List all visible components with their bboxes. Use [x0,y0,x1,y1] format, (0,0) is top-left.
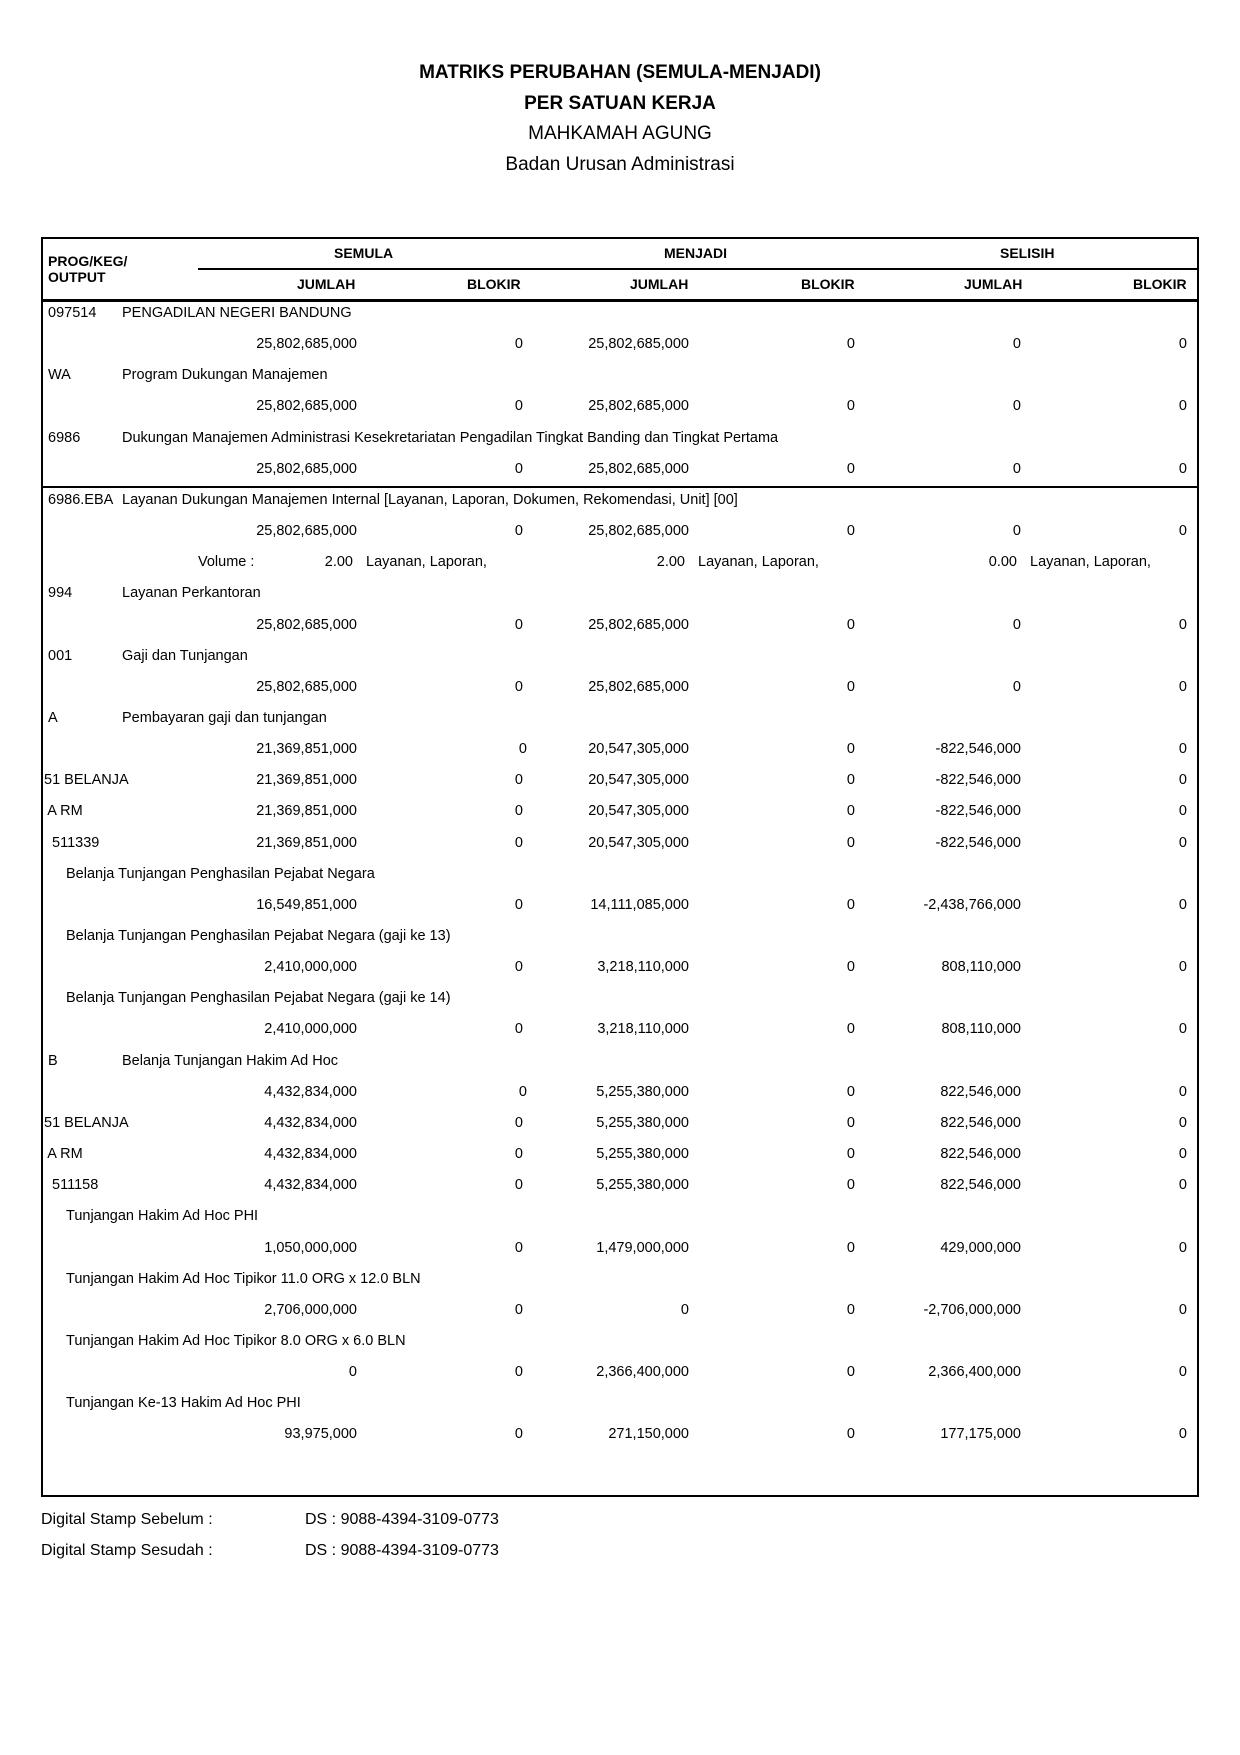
value-selisih-jumlah: -822,546,000 [935,803,1021,819]
document-title: MATRIKS PERUBAHAN (SEMULA-MENJADI) [419,62,821,83]
value-menjadi-blokir: 0 [846,959,855,975]
value-semula-blokir: 0 [514,1240,523,1256]
row-code: 994 [48,585,73,601]
value-selisih-jumlah: -822,546,000 [935,835,1021,851]
value-semula-blokir: 0 [514,523,523,539]
value-selisih-jumlah: 2,366,400,000 [928,1364,1021,1380]
value-selisih-blokir: 0 [1178,336,1187,352]
value-semula-jumlah: 0 [348,1364,357,1380]
row-description: PENGADILAN NEGERI BANDUNG [122,305,352,321]
value-menjadi-jumlah: 20,547,305,000 [588,803,689,819]
value-menjadi-blokir: 0 [846,897,855,913]
value-menjadi-jumlah: 20,547,305,000 [588,835,689,851]
value-menjadi-blokir: 0 [846,398,855,414]
value-selisih-blokir: 0 [1178,1177,1187,1193]
row-code: 51 BELANJA [44,772,129,788]
value-selisih-blokir: 0 [1178,835,1187,851]
group-header-selisih: SELISIH [1000,245,1055,261]
value-semula-blokir: 0 [514,1426,523,1442]
value-menjadi-jumlah: 25,802,685,000 [588,679,689,695]
value-menjadi-jumlah: 5,255,380,000 [596,1146,689,1162]
value-menjadi-blokir: 0 [846,336,855,352]
value-menjadi-blokir: 0 [846,741,855,757]
row-code: A [48,710,58,726]
item-description: Tunjangan Hakim Ad Hoc PHI [66,1208,259,1224]
value-semula-jumlah: 4,432,834,000 [264,1115,357,1131]
row-code: 511158 [44,1177,99,1193]
value-semula-blokir: 0 [514,398,523,414]
row-code: WA [48,367,71,383]
subheader-menjadi-jumlah: JUMLAH [630,276,689,292]
value-selisih-jumlah: 0 [1012,679,1021,695]
value-semula-jumlah: 25,802,685,000 [256,679,357,695]
value-selisih-blokir: 0 [1178,679,1187,695]
value-semula-jumlah: 25,802,685,000 [256,617,357,633]
value-selisih-jumlah: 429,000,000 [940,1240,1021,1256]
value-menjadi-blokir: 0 [846,835,855,851]
value-semula-jumlah: 4,432,834,000 [264,1146,357,1162]
value-selisih-jumlah: 0 [1012,398,1021,414]
value-menjadi-blokir: 0 [846,772,855,788]
subheader-semula-jumlah: JUMLAH [297,276,356,292]
value-semula-blokir: 0 [514,959,523,975]
row-description: Layanan Dukungan Manajemen Internal [Layanan, Laporan, Dokumen, Rekomendasi, Unit] [00] [122,492,738,508]
value-menjadi-jumlah: 2,366,400,000 [596,1364,689,1380]
value-semula-jumlah: 2,706,000,000 [264,1302,357,1318]
value-selisih-blokir: 0 [1178,617,1187,633]
row-code: 097514 [48,305,97,321]
value-selisih-jumlah: -822,546,000 [935,772,1021,788]
value-menjadi-blokir: 0 [846,1084,855,1100]
value-semula-jumlah: 25,802,685,000 [256,461,357,477]
value-menjadi-blokir: 0 [846,1302,855,1318]
value-menjadi-blokir: 0 [846,617,855,633]
value-semula-jumlah: 16,549,851,000 [256,897,357,913]
value-semula-blokir: 0 [514,617,523,633]
volume-selisih-unit: Layanan, Laporan, [1030,554,1151,570]
value-menjadi-jumlah: 0 [680,1302,689,1318]
row-description: Layanan Perkantoran [122,585,261,601]
value-menjadi-blokir: 0 [846,1177,855,1193]
value-selisih-jumlah: -2,706,000,000 [923,1302,1021,1318]
row-code: 001 [48,648,73,664]
value-menjadi-blokir: 0 [846,1364,855,1380]
value-semula-jumlah: 2,410,000,000 [264,959,357,975]
value-selisih-blokir: 0 [1178,772,1187,788]
volume-label: Volume : [198,554,255,570]
value-selisih-jumlah: -822,546,000 [935,741,1021,757]
value-semula-jumlah: 21,369,851,000 [256,803,357,819]
value-selisih-jumlah: -2,438,766,000 [923,897,1021,913]
stamp-before-value: DS : 9088-4394-3109-0773 [305,1511,499,1528]
value-semula-jumlah: 21,369,851,000 [256,741,357,757]
column-header-code-line2: OUTPUT [48,269,106,285]
document-subtitle: PER SATUAN KERJA [524,93,716,114]
value-menjadi-jumlah: 5,255,380,000 [596,1177,689,1193]
value-semula-blokir: 0 [514,1115,523,1131]
row-code: 6986.EBA [48,492,114,508]
volume-selisih-qty: 0.00 [988,554,1017,570]
value-selisih-blokir: 0 [1178,1146,1187,1162]
value-selisih-jumlah: 0 [1012,461,1021,477]
value-selisih-blokir: 0 [1178,1426,1187,1442]
value-semula-jumlah: 1,050,000,000 [264,1240,357,1256]
value-semula-jumlah: 2,410,000,000 [264,1021,357,1037]
stamp-before-label: Digital Stamp Sebelum : [41,1511,213,1528]
value-menjadi-jumlah: 271,150,000 [608,1426,689,1442]
value-selisih-jumlah: 822,546,000 [940,1115,1021,1131]
value-semula-blokir: 0 [514,1302,523,1318]
value-semula-blokir: 0 [514,1364,523,1380]
value-menjadi-jumlah: 5,255,380,000 [596,1084,689,1100]
group-header-semula: SEMULA [334,245,394,261]
value-menjadi-jumlah: 3,218,110,000 [597,1021,689,1037]
row-description: Pembayaran gaji dan tunjangan [122,710,327,726]
value-semula-blokir: 0 [514,1177,523,1193]
value-menjadi-blokir: 0 [846,1146,855,1162]
row-code: 6986 [48,430,81,446]
value-semula-jumlah: 4,432,834,000 [264,1177,357,1193]
value-menjadi-jumlah: 25,802,685,000 [588,617,689,633]
value-semula-blokir: 0 [514,835,523,851]
value-selisih-jumlah: 0 [1012,617,1021,633]
value-selisih-blokir: 0 [1178,959,1187,975]
value-semula-blokir: 0 [514,336,523,352]
row-code: A RM [44,803,83,819]
value-semula-jumlah: 21,369,851,000 [256,772,357,788]
subheader-selisih-jumlah: JUMLAH [964,276,1023,292]
column-header-code-line1: PROG/KEG/ [48,253,128,269]
value-menjadi-jumlah: 5,255,380,000 [596,1115,689,1131]
row-description: Program Dukungan Manajemen [122,367,328,383]
value-menjadi-blokir: 0 [846,1240,855,1256]
value-semula-blokir: 0 [518,741,527,757]
value-menjadi-jumlah: 25,802,685,000 [588,336,689,352]
value-semula-blokir: 0 [514,772,523,788]
volume-menjadi-unit: Layanan, Laporan, [698,554,819,570]
row-code: 51 BELANJA [44,1115,129,1131]
value-selisih-jumlah: 822,546,000 [940,1177,1021,1193]
value-semula-jumlah: 25,802,685,000 [256,398,357,414]
unit-name: Badan Urusan Administrasi [505,154,735,175]
value-selisih-blokir: 0 [1178,1364,1187,1380]
value-semula-blokir: 0 [514,679,523,695]
value-selisih-blokir: 0 [1178,1302,1187,1318]
header-bottom-border [41,299,1199,302]
volume-menjadi-qty: 2.00 [656,554,685,570]
value-menjadi-blokir: 0 [846,803,855,819]
value-selisih-jumlah: 822,546,000 [940,1084,1021,1100]
item-description: Tunjangan Hakim Ad Hoc Tipikor 8.0 ORG x 6.0 BLN [66,1333,406,1349]
value-selisih-jumlah: 822,546,000 [940,1146,1021,1162]
value-menjadi-blokir: 0 [846,461,855,477]
item-description: Belanja Tunjangan Penghasilan Pejabat Negara (gaji ke 14) [66,990,451,1006]
item-description: Belanja Tunjangan Penghasilan Pejabat Negara [66,866,375,882]
value-selisih-blokir: 0 [1178,461,1187,477]
value-menjadi-jumlah: 20,547,305,000 [588,772,689,788]
subheader-selisih-blokir: BLOKIR [1133,276,1187,292]
stamp-after-value: DS : 9088-4394-3109-0773 [305,1542,499,1559]
value-selisih-blokir: 0 [1178,741,1187,757]
value-menjadi-blokir: 0 [846,1115,855,1131]
volume-semula-qty: 2.00 [324,554,353,570]
value-selisih-blokir: 0 [1178,803,1187,819]
value-selisih-jumlah: 0 [1012,336,1021,352]
row-code: 511339 [44,835,100,851]
value-selisih-jumlah: 808,110,000 [941,959,1021,975]
value-selisih-blokir: 0 [1178,398,1187,414]
value-selisih-jumlah: 177,175,000 [940,1426,1021,1442]
institution-name: MAHKAMAH AGUNG [528,123,712,144]
row-description: Dukungan Manajemen Administrasi Kesekretariatan Pengadilan Tingkat Banding dan Tingkat Pertama [122,430,779,446]
value-semula-jumlah: 25,802,685,000 [256,336,357,352]
value-semula-blokir: 0 [514,461,523,477]
value-menjadi-blokir: 0 [846,1021,855,1037]
section-divider [41,486,1199,488]
value-selisih-blokir: 0 [1178,1084,1187,1100]
row-description: Belanja Tunjangan Hakim Ad Hoc [122,1053,339,1069]
value-selisih-jumlah: 808,110,000 [941,1021,1021,1037]
group-header-menjadi: MENJADI [664,245,728,261]
value-semula-blokir: 0 [514,803,523,819]
value-selisih-blokir: 0 [1178,897,1187,913]
value-menjadi-blokir: 0 [846,679,855,695]
value-semula-jumlah: 4,432,834,000 [264,1084,357,1100]
value-menjadi-jumlah: 3,218,110,000 [597,959,689,975]
value-selisih-blokir: 0 [1178,1021,1187,1037]
value-selisih-blokir: 0 [1178,523,1187,539]
header-divider [198,268,1197,270]
value-menjadi-jumlah: 25,802,685,000 [588,461,689,477]
value-menjadi-jumlah: 1,479,000,000 [596,1240,689,1256]
value-selisih-blokir: 0 [1178,1240,1187,1256]
value-semula-blokir: 0 [514,897,523,913]
value-menjadi-jumlah: 25,802,685,000 [588,523,689,539]
value-semula-blokir: 0 [518,1084,527,1100]
value-semula-blokir: 0 [514,1021,523,1037]
item-description: Belanja Tunjangan Penghasilan Pejabat Negara (gaji ke 13) [66,928,451,944]
item-description: Tunjangan Hakim Ad Hoc Tipikor 11.0 ORG x 12.0 BLN [66,1271,421,1287]
value-menjadi-blokir: 0 [846,523,855,539]
value-semula-jumlah: 25,802,685,000 [256,523,357,539]
value-menjadi-jumlah: 20,547,305,000 [588,741,689,757]
value-semula-jumlah: 21,369,851,000 [256,835,357,851]
volume-semula-unit: Layanan, Laporan, [366,554,487,570]
item-description: Tunjangan Ke-13 Hakim Ad Hoc PHI [66,1395,301,1411]
row-code: A RM [44,1146,83,1162]
value-semula-jumlah: 93,975,000 [284,1426,357,1442]
stamp-after-label: Digital Stamp Sesudah : [41,1542,213,1559]
value-semula-blokir: 0 [514,1146,523,1162]
value-menjadi-jumlah: 14,111,085,000 [590,897,689,913]
value-selisih-blokir: 0 [1178,1115,1187,1131]
subheader-menjadi-blokir: BLOKIR [801,276,855,292]
row-code: B [48,1053,58,1069]
value-menjadi-jumlah: 25,802,685,000 [588,398,689,414]
value-selisih-jumlah: 0 [1012,523,1021,539]
value-menjadi-blokir: 0 [846,1426,855,1442]
subheader-semula-blokir: BLOKIR [467,276,521,292]
row-description: Gaji dan Tunjangan [122,648,248,664]
